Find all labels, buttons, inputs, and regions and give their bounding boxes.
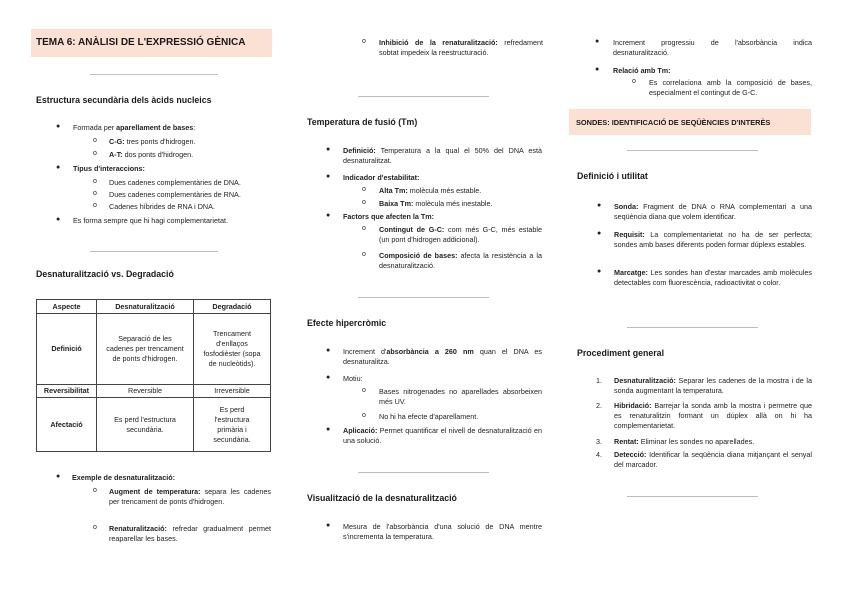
- table-cell: Definició: [37, 314, 97, 385]
- table-cell: Es perd l'estructura primària i secundària.: [194, 398, 271, 452]
- list-item: Contingut de G-C: com més G-C, més estable (un pont d'hidrogen addicional).: [379, 225, 542, 245]
- sub-bullet-icon: o: [362, 412, 366, 419]
- list-item: Cadenes híbrides de RNA i DNA.: [109, 202, 215, 211]
- sub-bullet-icon: o: [93, 487, 97, 494]
- list-item: Increment progressiu de l'absorbància indica desnaturalització.: [613, 38, 812, 58]
- list-item: A-T: dos ponts d'hidrogen.: [109, 150, 194, 159]
- list-item: C-G: tres ponts d'hidrogen.: [109, 137, 196, 146]
- sub-bullet-icon: o: [362, 199, 366, 206]
- table-header: Aspecte: [37, 300, 97, 314]
- divider: [627, 327, 758, 328]
- list-item: Es correlaciona amb la composició de bases, especialment el contingut de G-C.: [649, 78, 812, 98]
- section-heading-melting-temperature: Temperatura de fusió (Tm): [307, 117, 418, 127]
- table-cell: Separació de les cadenes per trencament de ponts d'hidrogen.: [97, 314, 194, 385]
- step-number: 4.: [596, 450, 602, 459]
- sub-bullet-icon: o: [362, 387, 366, 394]
- divider: [358, 96, 489, 97]
- list-item: No hi ha efecte d'aparellament.: [379, 412, 479, 421]
- sub-bullet-icon: o: [93, 202, 97, 209]
- list-item: Es forma sempre que hi hagi complementarietat.: [73, 216, 229, 225]
- sub-bullet-icon: o: [362, 38, 366, 45]
- list-item: Bases nitrogenades no aparellades absorbeixen més UV.: [379, 387, 542, 407]
- step-number: 2.: [596, 401, 602, 410]
- list-item: Inhibició de la renaturalització: refredament sobtat impedeix la reestructuració.: [379, 38, 543, 58]
- table-cell: Trencament d'enllaços fosfodièster (sopa de nucleòtids).: [194, 314, 271, 385]
- table-cell: Irreversible: [194, 385, 271, 398]
- bullet-icon: ●: [56, 123, 61, 130]
- list-item: Exemple de desnaturalització:: [72, 473, 176, 482]
- bullet-icon: ●: [326, 522, 331, 529]
- list-item: Renaturalització: refredar gradualment permet reaparellar les bases.: [109, 524, 271, 544]
- section-heading-secondary-structure: Estructura secundària dels àcids nucleics: [36, 95, 212, 105]
- list-item: Requisit: La complementarietat no ha de ser perfecta; sondes amb bases diferents poden formar dúplexs estables.: [614, 230, 812, 250]
- list-item: Motiu:: [343, 374, 363, 383]
- list-item: Desnaturalització: Separar les cadenes de la mostra i de la sonda augmentant la temperatura.: [614, 376, 812, 396]
- list-item: Augment de temperatura: separa les cadenes per trencament de ponts d'hidrogen.: [109, 487, 271, 507]
- list-item: Composició de bases: afecta la resistència a la desnaturalització.: [379, 251, 542, 271]
- sub-bullet-icon: o: [93, 150, 97, 157]
- bullet-icon: ●: [326, 146, 331, 153]
- list-item: Marcatge: Les sondes han d'estar marcades amb molècules detectables com fluorescència, radioactivitat o color.: [614, 268, 812, 288]
- divider: [627, 150, 758, 151]
- bullet-icon: ●: [56, 164, 61, 171]
- list-item: Dues cadenes complementàries de DNA.: [109, 178, 241, 187]
- divider: [358, 472, 489, 473]
- sub-bullet-icon: o: [93, 178, 97, 185]
- list-item: Tipus d'interaccions:: [73, 164, 145, 173]
- list-item: Factors que afecten la Tm:: [343, 212, 435, 221]
- list-item: Aplicació: Permet quantificar el nivell de desnaturalització en una solució.: [343, 426, 542, 446]
- divider: [627, 496, 758, 497]
- table-header-row: [37, 300, 271, 314]
- divider: [90, 74, 218, 75]
- section-heading-definition: Definició i utilitat: [577, 171, 648, 181]
- bullet-icon: ●: [597, 202, 602, 209]
- list-item: Mesura de l'absorbància d'una solució de DNA mentre s'incrementa la temperatura.: [343, 522, 542, 542]
- section-heading-procedure: Procediment general: [577, 348, 665, 358]
- step-number: 3.: [596, 437, 602, 446]
- list-item: Detecció: Identificar la seqüència diana mitjançant el senyal del marcador.: [614, 450, 812, 470]
- list-item: Baixa Tm: molècula més inestable.: [379, 199, 493, 208]
- list-item: Rentat: Eliminar les sondes no aparellades.: [614, 437, 755, 446]
- section-title-probes: SONDES: IDENTIFICACIÓ DE SEQÜÈNCIES D'INTERÈS: [576, 118, 771, 127]
- list-item: Alta Tm: molècula més estable.: [379, 186, 482, 195]
- bullet-icon: ●: [326, 347, 331, 354]
- sub-bullet-icon: o: [93, 137, 97, 144]
- bullet-icon: ●: [56, 216, 61, 223]
- table-row: [37, 385, 271, 398]
- list-item: Increment d'absorbància a 260 nm quan el DNA es desnaturalitza.: [343, 347, 542, 367]
- section-heading-visualization: Visualització de la desnaturalització: [307, 493, 457, 503]
- sub-bullet-icon: o: [362, 225, 366, 232]
- sub-bullet-icon: o: [93, 190, 97, 197]
- table-row: [37, 314, 271, 385]
- table-cell: Reversibilitat: [37, 385, 97, 398]
- section-heading-denaturation: Desnaturalització vs. Degradació: [36, 269, 174, 279]
- table-cell: Afectació: [37, 398, 97, 452]
- bullet-icon: ●: [326, 374, 331, 381]
- bullet-icon: ●: [595, 38, 600, 45]
- page-title: TEMA 6: ANÀLISI DE L'EXPRESSIÓ GÈNICA: [36, 37, 246, 48]
- list-item: Dues cadenes complementàries de RNA.: [109, 190, 241, 199]
- table-cell: Es perd l'estructura secundària.: [97, 398, 194, 452]
- comparison-table: [36, 299, 271, 452]
- table-header: Degradació: [194, 300, 271, 314]
- table-row: [37, 398, 271, 452]
- bullet-icon: ●: [326, 212, 331, 219]
- sub-bullet-icon: o: [362, 186, 366, 193]
- bullet-icon: ●: [326, 173, 331, 180]
- list-item: Sonda: Fragment de DNA o RNA complementari a una seqüència diana que volem identificar.: [614, 202, 812, 222]
- divider: [90, 251, 218, 252]
- table-header: Desnaturalització: [97, 300, 194, 314]
- sub-bullet-icon: o: [632, 78, 636, 85]
- section-heading-hyperchromic: Efecte hipercròmic: [307, 318, 387, 328]
- sub-bullet-icon: o: [93, 524, 97, 531]
- bullet-icon: ●: [597, 268, 602, 275]
- bullet-icon: ●: [326, 426, 331, 433]
- step-number: 1.: [596, 376, 602, 385]
- bullet-icon: ●: [595, 66, 600, 73]
- list-item: Definició: Temperatura a la qual el 50% del DNA està desnaturalitzat.: [343, 146, 542, 166]
- bullet-icon: ●: [597, 230, 602, 237]
- list-item: Relació amb Tm:: [613, 66, 671, 75]
- table-cell: Reversible: [97, 385, 194, 398]
- list-item: Indicador d'estabilitat:: [343, 173, 420, 182]
- bullet-icon: ●: [56, 473, 61, 480]
- list-item: Hibridació: Barrejar la sonda amb la mostra i permetre que es renaturalitzin formant un dúplex allà on hi ha complementarietat.: [614, 401, 812, 431]
- divider: [358, 297, 489, 298]
- list-item: Formada per aparellament de bases:: [73, 123, 196, 132]
- sub-bullet-icon: o: [362, 251, 366, 258]
